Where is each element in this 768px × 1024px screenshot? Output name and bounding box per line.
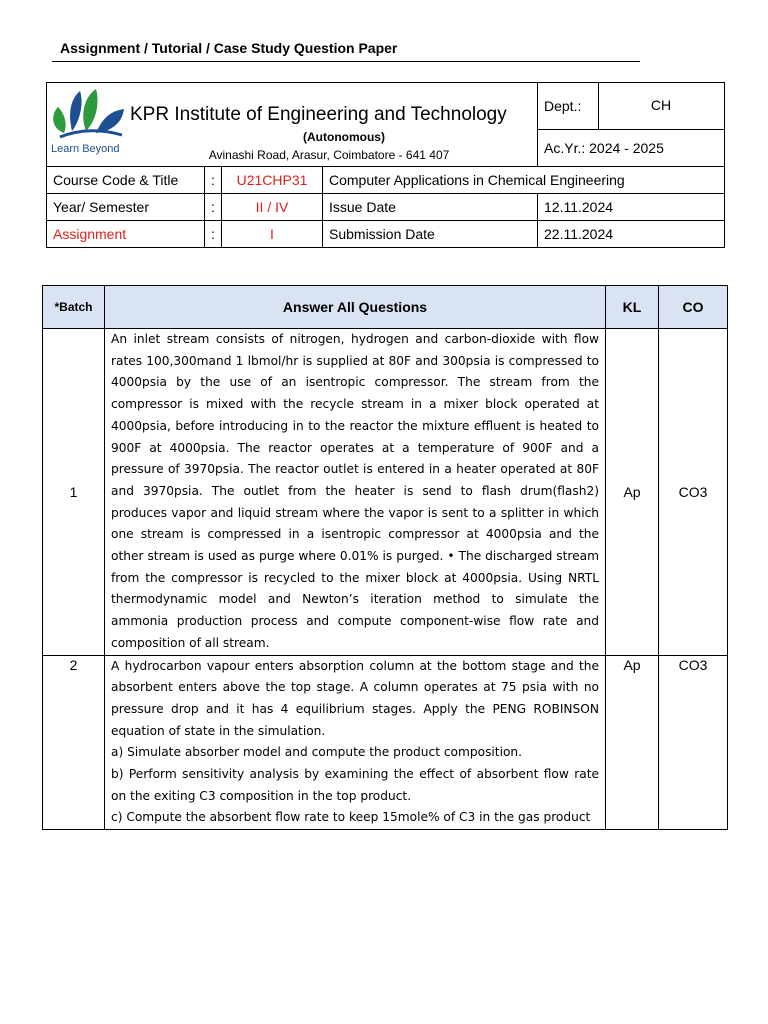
batch-number: 2	[43, 655, 105, 830]
institute-status: (Autonomous)	[303, 130, 385, 144]
year-row	[47, 194, 725, 221]
batch-header: *Batch	[43, 286, 105, 329]
question-row	[43, 329, 728, 656]
kl-header: KL	[606, 286, 659, 329]
colon: :	[205, 221, 222, 248]
course-row	[47, 167, 725, 194]
question-text: An inlet stream consists of nitrogen, hydrogen and carbon-dioxide with flow rates 100,300mand 1 lbmol/hr is supplied at 80F and 300psia is compressed to 4000psia by the use of an isentropic compressor. The stream from the compressor is mixed with the recycle stream in a mixer block operated at 4000psia, before introducing in to the reactor the mixture effluent is heated to 900F at 4000psia. The reactor operates at a temperature of 900F and a pressure of 3970psia. The reactor outlet is entered in a heater operated at 80F and 3970psia. The outlet from the heater is send to flash drum(flash2) produces vapor and liquid stream where the vapor is sent to a splitter in which one stream is compressed in a isentropic compressor at 4000psia and the other stream is used as purge where 0.01% is purged. • The discharged stream from the compressor is recycled to the mixer block at 4000psia. Using NRTL thermodynamic model and Newton’s iteration method to simulate the ammonia production process and compute component-wise flow rate and composition of all stream.	[105, 329, 606, 656]
dept-label: Dept.:	[544, 97, 582, 114]
institute-name: KPR Institute of Engineering and Technology	[130, 104, 507, 125]
title-underline	[52, 61, 640, 62]
year-label: Year/ Semester	[47, 194, 205, 221]
question-text-block	[105, 655, 606, 830]
course-title: Computer Applications in Chemical Engineering	[323, 167, 725, 194]
colon: :	[205, 167, 222, 194]
question-text: A hydrocarbon vapour enters absorption column at the bottom stage and the absorbent enters above the top stage. A column operates at 75 psia with no pressure drop and it has 4 equilibrium stages. Apply the PENG ROBINSON equation of state in the simulation.	[111, 658, 599, 738]
questions-table	[42, 285, 728, 830]
questions-header-row	[43, 286, 728, 329]
dept-value: CH	[650, 97, 672, 113]
question-part: c) Compute the absorbent flow rate to keep 15mole% of C3 in the gas product	[111, 810, 591, 825]
logo-tagline: Learn Beyond	[51, 143, 120, 155]
co-value: CO3	[659, 329, 728, 656]
submission-date-value: 22.11.2024	[538, 221, 725, 248]
question-row	[43, 655, 728, 830]
kl-value: Ap	[606, 655, 659, 830]
dept-cell	[538, 83, 725, 130]
year-value: II / IV	[222, 194, 323, 221]
question-part: a) Simulate absorber model and compute the product composition.	[111, 745, 523, 760]
course-code: U21CHP31	[222, 167, 323, 194]
document-title: Assignment / Tutorial / Case Study Question Paper	[60, 40, 398, 56]
issue-date-value: 12.11.2024	[538, 194, 725, 221]
questions-header: Answer All Questions	[105, 286, 606, 329]
assignment-number: I	[222, 221, 323, 248]
issue-date-label: Issue Date	[323, 194, 538, 221]
question-part: b) Perform sensitivity analysis by examining the effect of absorbent flow rate on the exiting C3 composition in the top product.	[111, 767, 599, 803]
academic-year: Ac.Yr.: 2024 - 2025	[538, 129, 725, 166]
batch-number: 1	[43, 329, 105, 656]
institute-header-table	[46, 82, 725, 248]
co-value: CO3	[659, 655, 728, 830]
colon: :	[205, 194, 222, 221]
submission-date-label: Submission Date	[323, 221, 538, 248]
kl-value: Ap	[606, 329, 659, 656]
assignment-label: Assignment	[47, 221, 205, 248]
co-header: CO	[659, 286, 728, 329]
institute-address: Avinashi Road, Arasur, Coimbatore - 641 407	[208, 148, 450, 162]
assignment-row	[47, 221, 725, 248]
course-label: Course Code & Title	[47, 167, 205, 194]
institute-cell	[47, 83, 538, 167]
